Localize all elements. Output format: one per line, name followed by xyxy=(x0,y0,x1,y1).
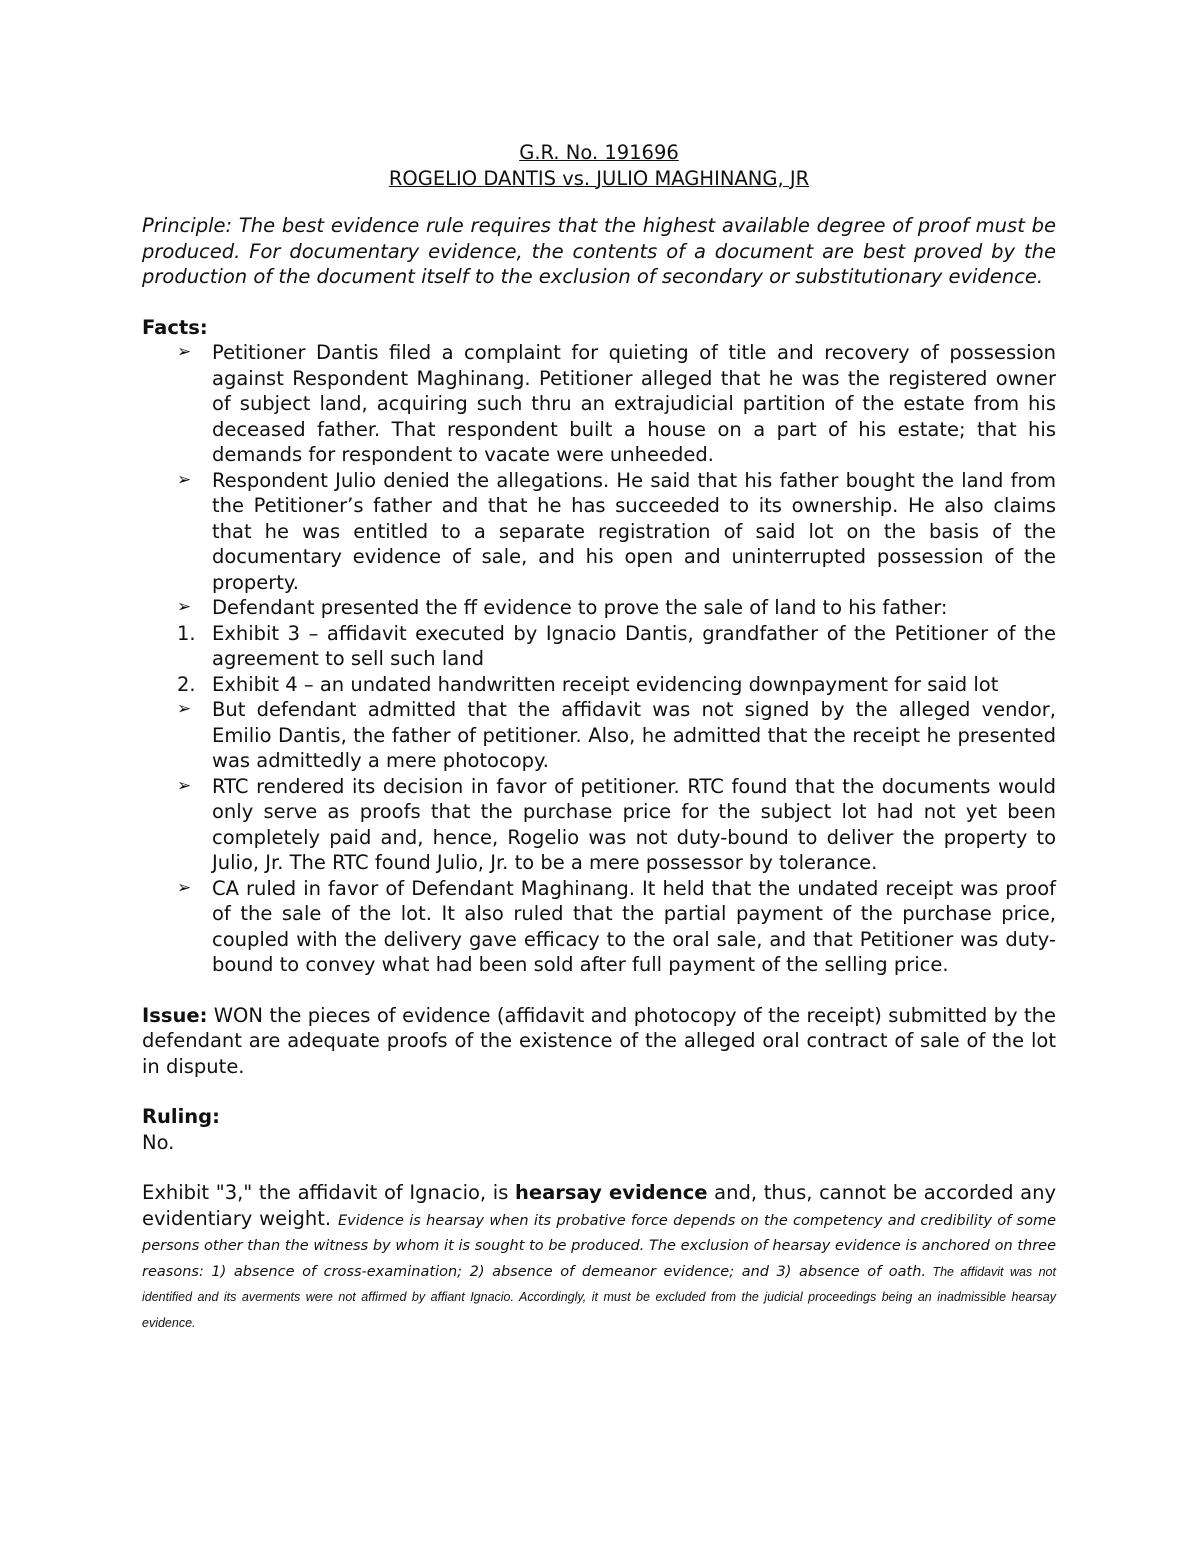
ruling-heading: Ruling: xyxy=(142,1105,220,1128)
list-item: ➢ CA ruled in favor of Defendant Maghinang. It held that the undated receipt was proof of the sale of the lot. It also ruled that the partial payment of the purchase price, coupled with the delivery gave efficacy to the oral sale, and that Petitioner was duty-bound to convey what had been sold after full payment of the selling price. xyxy=(177,876,1056,976)
arrow-bullet-icon: ➢ xyxy=(177,342,192,362)
issue-text: WON the pieces of evidence (affidavit and photocopy of the receipt) submitted by the defendant are adequate proofs of the existence of the alleged oral contract of sale of the lot in dispute. xyxy=(142,1003,1056,1078)
ruling-paragraph: Exhibit "3," the affidavit of Ignacio, is hearsay evidence and, thus, cannot be accorded any evidentiary weight. Evidence is hearsay when its probative force depends on the competency and credibility of some persons other than the witness by whom it is sought to be produced. The exclusion of hearsay evidence is anchored on three reasons: 1) absence of cross-examination; 2) absence of demeanor evidence; and 3) absence of oath. The affidavit was not identified and its averments were not affirmed by affiant Ignacio. Accordingly, it must be excluded from the judicial proceedings being an inadmissible hearsay evidence. xyxy=(142,1181,1056,1330)
list-number: 2. xyxy=(177,672,196,696)
list-item: ➢ Defendant presented the ff evidence to prove the sale of land to his father: xyxy=(177,596,948,619)
arrow-bullet-icon: ➢ xyxy=(177,469,192,490)
principle-paragraph: Principle: The best evidence rule requires that the highest available degree of proof must be produced. For documentary evidence, the contents of a document are best proved by the production of the document itself to the exclusion of secondary or substitutionary evidence. xyxy=(142,214,1056,288)
issue-label: Issue: xyxy=(142,1003,208,1027)
respondent-name: JULIO MAGHINANG, JR xyxy=(596,166,810,190)
case-number: G.R. No. 191696 xyxy=(519,141,679,164)
issue-paragraph xyxy=(142,1003,1056,1080)
arrow-bullet-icon: ➢ xyxy=(177,597,192,617)
ruling-conclusion: The affidavit was not identified and its averments were not affirmed by affiant Ignacio. Accordingly, it must be excluded from the judicial proceedings being an inadmissible hearsay evidence. xyxy=(142,1264,1056,1330)
hearsay-definition: Evidence is hearsay when its probative force depends on the competency and credibility of some persons other than the witness by whom it is sought to be produced. The exclusion of hearsay evidence is anchored on three reasons: 1) absence of cross-examination; 2) absence of demeanor evidence; and 3) absence of oath. xyxy=(142,1212,1056,1280)
arrow-bullet-icon: ➢ xyxy=(177,775,192,796)
arrow-bullet-icon: ➢ xyxy=(177,877,192,898)
facts-list xyxy=(142,340,1056,978)
case-header xyxy=(142,140,1056,191)
facts-heading: Facts: xyxy=(142,315,208,339)
list-item: ➢ Petitioner Dantis filed a complaint for quieting of title and recovery of possession against Respondent Maghinang. Petitioner alleged that he was the registered owner of subject land, acquiring such thru an extrajudicial partition of the estate from his deceased father. That respondent built a house on a part of his estate; that his demands for respondent to vacate were unheeded. xyxy=(177,341,1056,466)
list-item: 2. Exhibit 4 – an undated handwritten receipt evidencing downpayment for said lot xyxy=(177,672,999,696)
list-number: 1. xyxy=(177,621,196,645)
case-parties xyxy=(142,166,1056,192)
document-page xyxy=(142,140,1056,1333)
list-item: ➢ Respondent Julio denied the allegations. He said that his father bought the land from the Petitioner’s father and that he has succeeded to its ownership. He also claims that he was entitled to a separate registration of said lot on the basis of the documentary evidence of sale, and his open and uninterrupted possession of the property. xyxy=(177,468,1056,594)
arrow-bullet-icon: ➢ xyxy=(177,699,192,719)
list-item: ➢ RTC rendered its decision in favor of petitioner. RTC found that the documents would only serve as proofs that the purchase price for the subject lot had not yet been completely paid and, hence, Rogelio was not duty-bound to deliver the property to Julio, Jr. The RTC found Julio, Jr. to be a mere possessor by tolerance. xyxy=(177,774,1056,874)
hearsay-emphasis: hearsay evidence xyxy=(515,1181,708,1204)
list-item: 1. Exhibit 3 – affidavit executed by Ignacio Dantis, grandfather of the Petitioner of the agreement to sell such land xyxy=(177,621,1056,670)
list-item: ➢ But defendant admitted that the affidavit was not signed by the alleged vendor, Emilio Dantis, the father of petitioner. Also, he admitted that the receipt he presented was admittedly a mere photocopy. xyxy=(177,698,1056,772)
versus: vs. xyxy=(562,166,591,190)
ruling-answer: No. xyxy=(142,1130,175,1154)
petitioner-name: ROGELIO DANTIS xyxy=(388,166,556,190)
